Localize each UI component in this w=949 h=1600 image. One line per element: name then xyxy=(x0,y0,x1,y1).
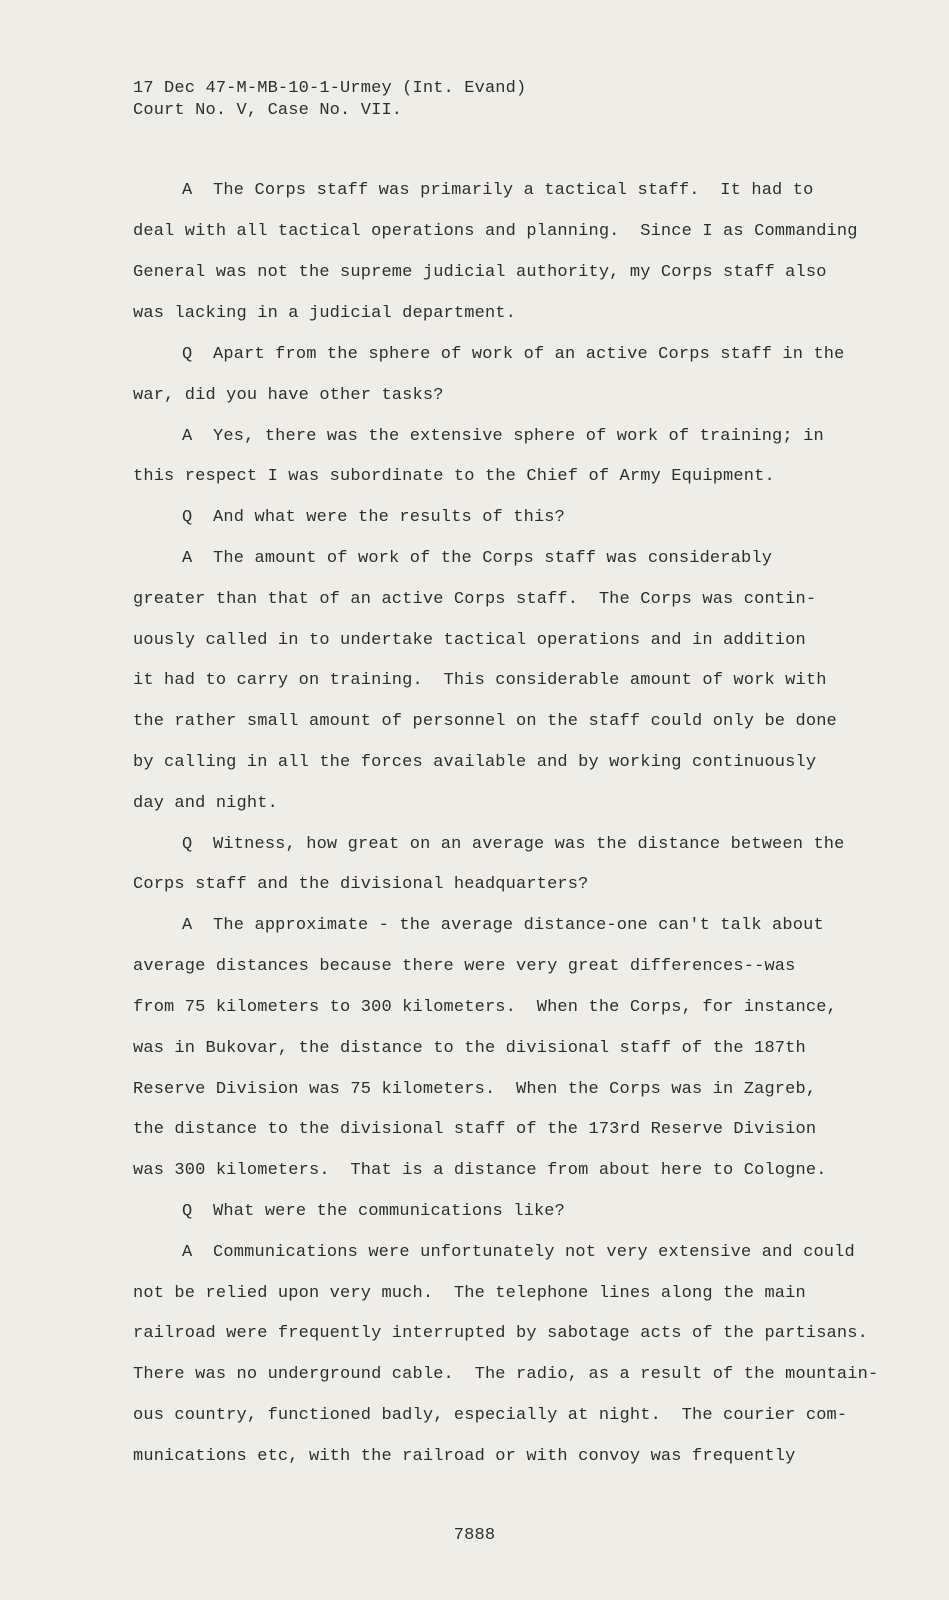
text-line: the rather small amount of personnel on the staff could only be done xyxy=(133,712,837,731)
text-line: A Communications were unfortunately not very extensive and could xyxy=(182,1243,855,1262)
text-line: Q Witness, how great on an average was the distance between the xyxy=(182,835,845,854)
text-line: not be relied upon very much. The telephone lines along the main xyxy=(133,1284,806,1303)
text-line: this respect I was subordinate to the Chief of Army Equipment. xyxy=(133,467,775,486)
text-line: A Yes, there was the extensive sphere of work of training; in xyxy=(182,427,824,446)
text-line: average distances because there were very great differences--was xyxy=(133,957,796,976)
text-line: was 300 kilometers. That is a distance from about here to Cologne. xyxy=(133,1161,827,1180)
text-line: There was no underground cable. The radio, as a result of the mountain- xyxy=(133,1365,879,1384)
text-line: railroad were frequently interrupted by sabotage acts of the partisans. xyxy=(133,1324,868,1343)
text-line: A The approximate - the average distance-one can't talk about xyxy=(182,916,824,935)
text-line: was in Bukovar, the distance to the divisional staff of the 187th xyxy=(133,1039,806,1058)
text-line: deal with all tactical operations and planning. Since I as Commanding xyxy=(133,222,858,241)
header-line-1: 17 Dec 47-M-MB-10-1-Urmey (Int. Evand) xyxy=(133,79,527,98)
text-line: uously called in to undertake tactical operations and in addition xyxy=(133,631,806,650)
document-header xyxy=(133,78,526,122)
text-line: Corps staff and the divisional headquarters? xyxy=(133,875,589,894)
text-line: war, did you have other tasks? xyxy=(133,386,444,405)
text-line: was lacking in a judicial department. xyxy=(133,304,517,323)
header-line-2: Court No. V, Case No. VII. xyxy=(133,101,403,120)
text-line: day and night. xyxy=(133,794,278,813)
text-line: munications etc, with the railroad or with convoy was frequently xyxy=(133,1447,796,1466)
text-line: the distance to the divisional staff of the 173rd Reserve Division xyxy=(133,1120,817,1139)
text-line: greater than that of an active Corps staff. The Corps was contin- xyxy=(133,590,817,609)
text-line: Q What were the communications like? xyxy=(182,1202,566,1221)
text-line: A The Corps staff was primarily a tactical staff. It had to xyxy=(182,181,814,200)
text-line: General was not the supreme judicial authority, my Corps staff also xyxy=(133,263,827,282)
text-line: ous country, functioned badly, especially at night. The courier com- xyxy=(133,1406,848,1425)
page-number: 7888 xyxy=(453,1526,496,1545)
text-line: by calling in all the forces available and by working continuously xyxy=(133,753,817,772)
text-line: A The amount of work of the Corps staff was considerably xyxy=(182,549,773,568)
text-line: Reserve Division was 75 kilometers. When the Corps was in Zagreb, xyxy=(133,1080,817,1099)
text-line: it had to carry on training. This considerable amount of work with xyxy=(133,671,827,690)
text-line: Q Apart from the sphere of work of an active Corps staff in the xyxy=(182,345,845,364)
text-line: Q And what were the results of this? xyxy=(182,508,566,527)
text-line: from 75 kilometers to 300 kilometers. When the Corps, for instance, xyxy=(133,998,837,1017)
